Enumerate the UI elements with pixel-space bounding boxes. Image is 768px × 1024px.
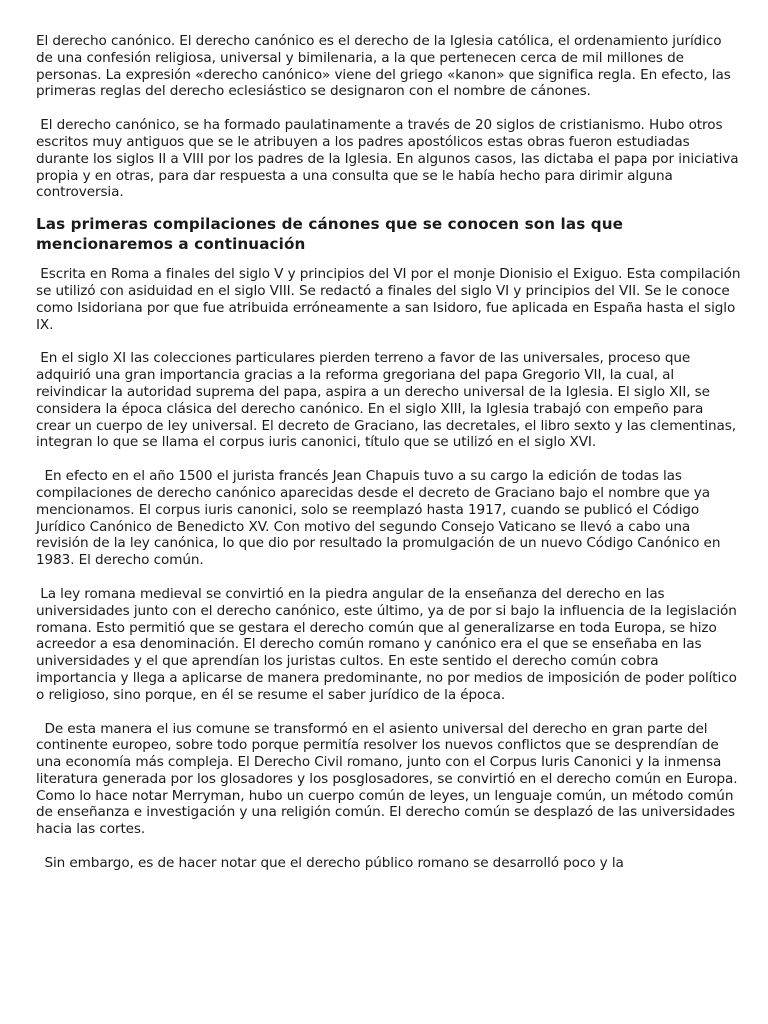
paragraph-spacer — [36, 838, 742, 855]
paragraph-spacer — [36, 704, 742, 721]
paragraph-ius-comune: De esta manera el ius comune se transformó en el asiento universal del derecho en gran parte del continente europeo, sobre todo porque permitía resolver los nuevos conflictos que se desprendían de una economía más compleja. El Derecho Civil romano, junto con el Corpus Iuris Canonici y la inmensa literatura generada por los glosadores y los posglosadores, se convirtió en el derecho común en Europa. Como lo hace notar Merryman, hubo un cuerpo común de leyes, un lenguaje común, un método común de enseñanza e investigación y una religión común. El derecho común se desplazó de las universidades hacia las cortes. — [36, 720, 742, 838]
paragraph-spacer — [36, 451, 742, 468]
document-page — [36, 33, 745, 872]
heading-spacer-bottom — [36, 254, 742, 266]
paragraph-spacer — [36, 100, 742, 117]
paragraph-spacer — [36, 333, 742, 350]
paragraph-intro: El derecho canónico. El derecho canónico es el derecho de la Iglesia católica, el ordenamiento jurídico de una confesión religiosa, universal y bimilenaria, a la que pertenecen cerca de mil millones de personas. La expresión «derecho canónico» viene del griego «kanon» que significa regla. En efecto, las primeras reglas del derecho eclesiástico se designaron con el nombre de cánones. — [36, 33, 735, 100]
paragraph-formation: El derecho canónico, se ha formado paulatinamente a través de 20 siglos de cristianismo. Hubo otros escritos muy antiguos que se le atribuyen a los padres apostólicos estas obras fueron estudiadas durante los siglos II a VIII por los padres de la Iglesia. En algunos casos, las dictaba el papa por iniciativa propia y en otras, para dar respuesta a una consulta que se le había hecho para dirimir alguna controversia. — [36, 117, 743, 201]
paragraph-sin-embargo: Sin embargo, es de hacer notar que el derecho público romano se desarrolló poco y la — [36, 855, 624, 872]
section-heading: Las primeras compilaciones de cánones que se conocen son las que mencionaremos a continuación — [36, 215, 624, 253]
paragraph-spacer — [36, 569, 742, 586]
heading-spacer-top — [36, 201, 742, 215]
paragraph-siglo-xi: En el siglo XI las colecciones particulares pierden terreno a favor de las universales, proceso que adquirió una gran importancia gracias a la reforma gregoriana del papa Gregorio VII, la cual, al reivindicar la autoridad suprema del papa, aspira a un derecho universal de la Iglesia. El siglo XII, se considera la época clásica del derecho canónico. En el siglo XIII, la Iglesia trabajó con empeño para crear un cuerpo de ley universal. El decreto de Graciano, las decretales, el libro sexto y las clementinas, integran lo que se llama el corpus iuris canonici, título que se utilizó en el siglo XVI. — [36, 350, 741, 451]
paragraph-ley-romana: La ley romana medieval se convirtió en la piedra angular de la enseñanza del derecho en las universidades junto con el derecho canónico, este último, ya de por si bajo la influencia de la legislación romana. Esto permitió que se gestara el derecho común que al generalizarse en toda Europa, se hizo acreedor a esa denominación. El derecho común romano y canónico era el que se enseñaba en las universidades y el que aprendían los juristas cultos. En este sentido el derecho común cobra importancia y llega a aplicarse de manera predominante, no por medios de imposición de poder político o religioso, sino porque, en él se resume el saber jurídico de la época. — [36, 585, 742, 703]
paragraph-chapuis: En efecto en el año 1500 el jurista francés Jean Chapuis tuvo a su cargo la edición de todas las compilaciones de derecho canónico aparecidas desde el decreto de Graciano bajo el nombre que ya mencionamos. El corpus iuris canonici, solo se reemplazó hasta 1917, cuando se publicó el Código Jurídico Canónico de Benedicto XV. Con motivo del segundo Consejo Vaticano se llevó a cabo una revisión de la ley canónica, lo que dio por resultado la promulgación de un nuevo Código Canónico en 1983. El derecho común. — [36, 468, 725, 569]
paragraph-dionisio: Escrita en Roma a finales del siglo V y principios del VI por el monje Dionisio el Exiguo. Esta compilación se utilizó con asiduidad en el siglo VIII. Se redactó a finales del siglo VI y principios del VII. Se le conoce como Isidoriana por que fue atribuida erróneamente a san Isidoro, fue aplicada en España hasta el siglo IX. — [36, 266, 745, 333]
